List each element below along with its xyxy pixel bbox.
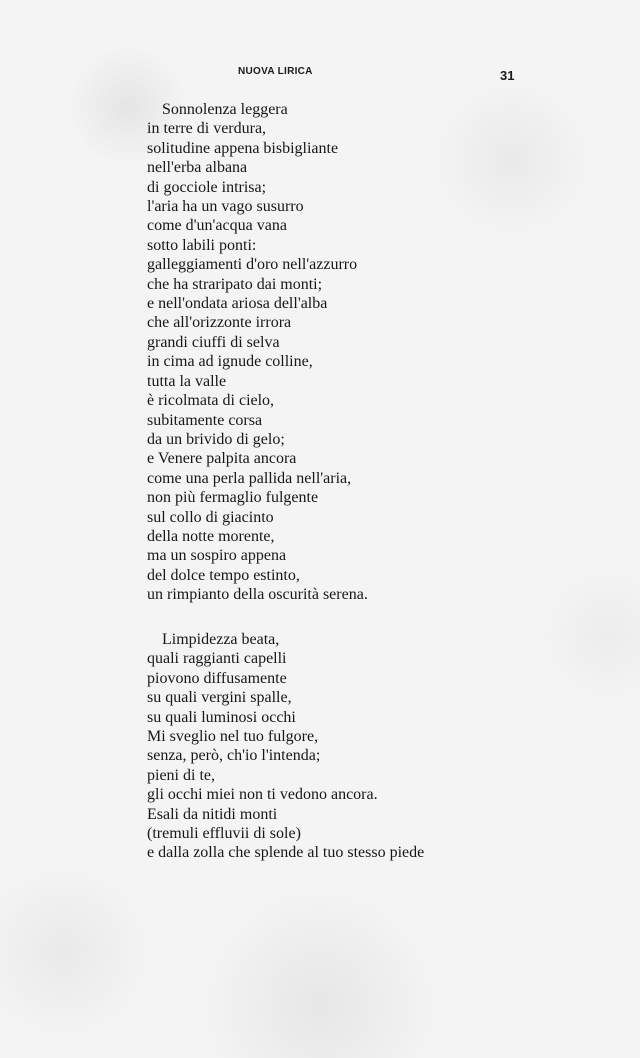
verse-line: che ha straripato dai monti; (147, 275, 323, 293)
verse-line: che all'orizzonte irrora (147, 314, 292, 332)
verse-line: e Venere palpita ancora (147, 450, 297, 468)
verse-line: come d'un'acqua vana (147, 217, 287, 235)
verse-line: solitudine appena bisbigliante (147, 139, 339, 157)
verse-line: della notte morente, (147, 527, 275, 545)
verse-line: Limpidezza beata, (162, 631, 280, 648)
verse-line: ma un sospiro appena (147, 547, 287, 565)
verse-line: in terre di verdura, (147, 120, 267, 138)
verse-line: l'aria ha un vago susurro (147, 198, 304, 216)
verse-line: subitamente corsa (147, 411, 263, 429)
verse-line: galleggiamenti d'oro nell'azzurro (147, 256, 358, 274)
verse-line: piovono diffusamente (147, 669, 287, 687)
verse-line: come una perla pallida nell'aria, (147, 469, 352, 487)
verse-line: da un brivido di gelo; (147, 430, 285, 448)
verse-line: Mi sveglio nel tuo fulgore, (147, 728, 319, 746)
page-number: 31 (500, 68, 515, 83)
verse-line: di gocciole intrisa; (147, 178, 267, 196)
poem-stanza-1 (147, 100, 368, 605)
verse-line: senza, però, ch'io l'intenda; (147, 747, 321, 765)
verse-line: non più fermaglio fulgente (147, 489, 319, 507)
verse-line: gli occhi miei non ti vedono ancora. (147, 786, 378, 804)
verse-line: nell'erba albana (147, 159, 248, 177)
verse-line: tutta la valle (147, 372, 227, 390)
verse-line: del dolce tempo estinto, (147, 566, 300, 584)
verse-line: su quali luminosi occhi (147, 708, 296, 726)
verse-line: sotto labili ponti: (147, 236, 257, 254)
verse-line: un rimpianto della oscurità serena. (147, 586, 368, 604)
poem-stanza-2 (147, 630, 424, 863)
verse-line: e nell'ondata ariosa dell'alba (147, 295, 328, 313)
verse-line: è ricolmata di cielo, (147, 392, 275, 410)
verse-line: pieni di te, (147, 766, 215, 784)
verse-line: quali raggianti capelli (147, 650, 287, 668)
verse-line: e dalla zolla che splende al tuo stesso piede (147, 844, 425, 862)
verse-line: grandi ciuffi di selva (147, 333, 280, 351)
running-head-title: NUOVA LIRICA (238, 66, 313, 77)
verse-line: (tremuli effluvii di sole) (147, 825, 301, 843)
verse-line: su quali vergini spalle, (147, 689, 292, 707)
verse-line: Sonnolenza leggera (162, 101, 288, 118)
verse-line: Esali da nitidi monti (147, 805, 278, 823)
verse-line: sul collo di giacinto (147, 508, 274, 526)
verse-line: in cima ad ignude colline, (147, 353, 313, 371)
